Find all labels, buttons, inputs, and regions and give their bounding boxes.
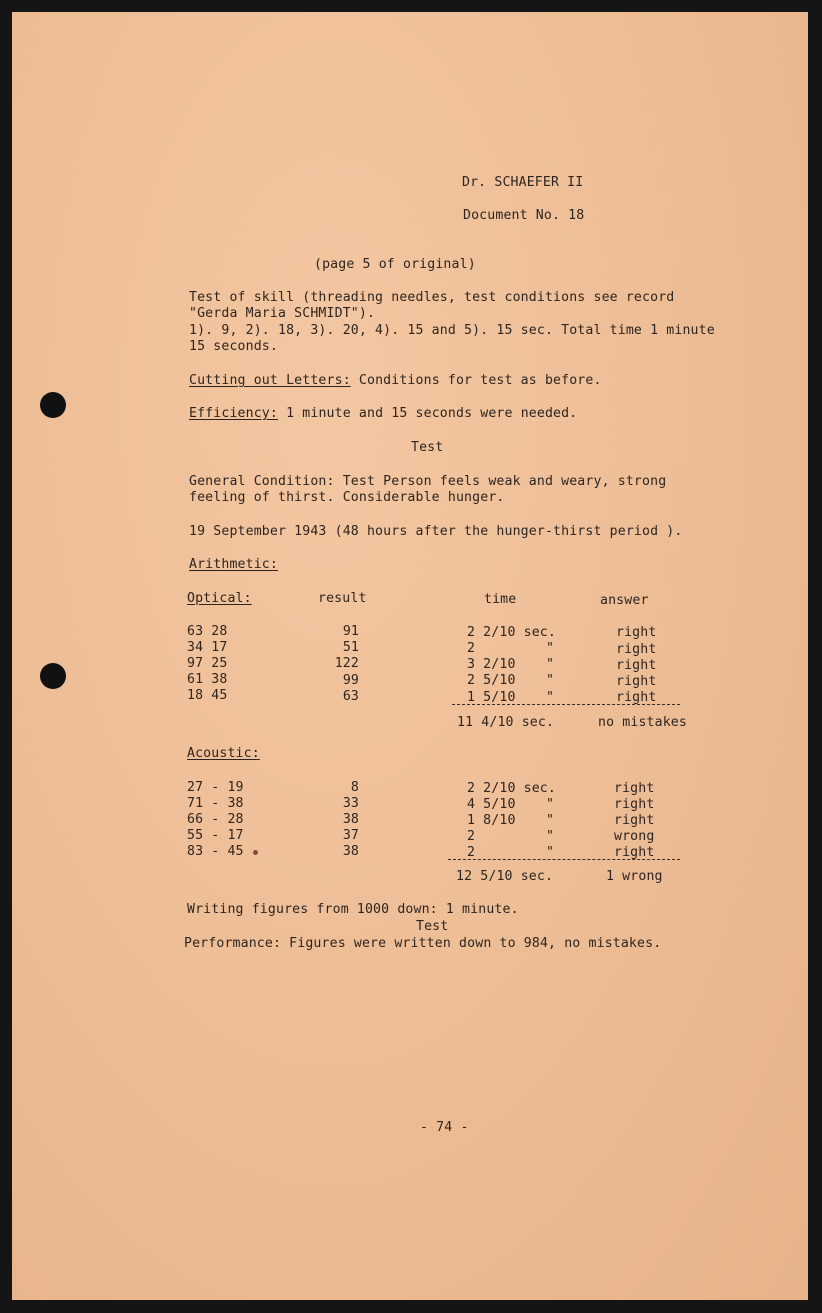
page-number: - 74 - (420, 1120, 469, 1135)
optical-result-3: 122 (334, 656, 359, 671)
test-heading-2: Test (416, 919, 449, 934)
writing-line: Writing figures from 1000 down: 1 minute. (187, 902, 519, 917)
acoustic-answer-4: wrong (614, 829, 655, 844)
optical-problem-2: 34 17 (187, 640, 228, 655)
skill-line-4: 15 seconds. (189, 339, 278, 354)
optical-ditto-4: " (546, 673, 555, 688)
acoustic-answer-1: right (614, 781, 655, 796)
acoustic-total-rule (448, 859, 680, 860)
optical-result-1: 91 (342, 624, 359, 639)
acoustic-ditto-4: " (546, 829, 555, 844)
test-heading-1: Test (411, 440, 444, 455)
efficiency-label: Efficiency: (189, 406, 278, 421)
cutting-label: Cutting out Letters: (189, 373, 351, 388)
page-note: (page 5 of original) (314, 257, 476, 272)
col-time-header: time (484, 592, 517, 607)
arithmetic-label: Arithmetic: (189, 557, 278, 572)
acoustic-time-3: 1 8/10 (467, 813, 516, 828)
acoustic-label: Acoustic: (187, 746, 260, 761)
acoustic-problem-4: 55 - 17 (187, 828, 244, 843)
optical-time-3: 3 2/10 (467, 657, 516, 672)
date-line: 19 September 1943 (48 hours after the hunger-thirst period ). (189, 524, 683, 539)
general-line-1: General Condition: Test Person feels weak and weary, strong (189, 474, 667, 489)
header-author: Dr. SCHAEFER II (462, 175, 584, 190)
optical-total-result: no mistakes (598, 715, 687, 730)
optical-label: Optical: (187, 591, 252, 606)
acoustic-problem-2: 71 - 38 (187, 796, 244, 811)
acoustic-result-5: 38 (342, 844, 359, 859)
cutting-row (189, 373, 602, 389)
optical-answer-4: right (616, 674, 657, 689)
acoustic-time-5: 2 (467, 845, 476, 860)
optical-problem-5: 18 45 (187, 688, 228, 703)
header-document-no: Document No. 18 (463, 208, 585, 223)
skill-line-2: "Gerda Maria SCHMIDT"). (189, 306, 376, 321)
acoustic-ditto-3: " (546, 813, 555, 828)
col-result-header: result (318, 591, 367, 606)
optical-total-time: 11 4/10 sec. (457, 715, 555, 730)
optical-answer-2: right (616, 642, 657, 657)
general-line-2: feeling of thirst. Considerable hunger. (189, 490, 505, 505)
acoustic-ditto-2: " (546, 797, 555, 812)
skill-line-1: Test of skill (threading needles, test conditions see record (189, 290, 675, 305)
acoustic-total-time: 12 5/10 sec. (456, 869, 554, 884)
optical-result-5: 63 (342, 689, 359, 704)
optical-total-rule (452, 704, 680, 705)
optical-ditto-3: " (546, 657, 555, 672)
col-answer-header: answer (600, 593, 649, 608)
acoustic-ditto-5: " (546, 845, 555, 860)
acoustic-problem-5: 83 - 45 (187, 844, 244, 859)
optical-ditto-2: " (546, 641, 555, 656)
acoustic-time-1: 2 2/10 sec. (467, 781, 556, 796)
acoustic-result-1: 8 (350, 780, 359, 795)
document-page (12, 12, 808, 1300)
acoustic-problem-1: 27 - 19 (187, 780, 244, 795)
efficiency-row (189, 406, 577, 422)
optical-answer-5: right (616, 690, 657, 705)
acoustic-result-3: 38 (342, 812, 359, 827)
optical-time-1: 2 2/10 sec. (467, 625, 556, 640)
performance-line: Performance: Figures were written down to 984, no mistakes. (184, 936, 662, 951)
acoustic-answer-5: right (614, 845, 655, 860)
efficiency-text: 1 minute and 15 seconds were needed. (286, 406, 578, 421)
optical-time-5: 1 5/10 (467, 690, 516, 705)
optical-problem-1: 63 28 (187, 624, 228, 639)
skill-line-3: 1). 9, 2). 18, 3). 20, 4). 15 and 5). 15 sec. Total time 1 minute (189, 323, 715, 338)
optical-ditto-5: " (546, 690, 555, 705)
acoustic-time-4: 2 (467, 829, 476, 844)
punch-hole-top (40, 392, 66, 418)
cutting-text: Conditions for test as before. (358, 373, 602, 388)
optical-time-2: 2 (467, 641, 476, 656)
optical-problem-3: 97 25 (187, 656, 228, 671)
optical-result-4: 99 (342, 673, 359, 688)
acoustic-problem-3: 66 - 28 (187, 812, 244, 827)
optical-problem-4: 61 38 (187, 672, 228, 687)
ink-spot (253, 850, 258, 855)
acoustic-answer-3: right (614, 813, 655, 828)
optical-time-4: 2 5/10 (467, 673, 516, 688)
acoustic-total-result: 1 wrong (606, 869, 663, 884)
optical-result-2: 51 (342, 640, 359, 655)
acoustic-result-4: 37 (342, 828, 359, 843)
acoustic-time-2: 4 5/10 (467, 797, 516, 812)
optical-answer-3: right (616, 658, 657, 673)
optical-answer-1: right (616, 625, 657, 640)
acoustic-result-2: 33 (342, 796, 359, 811)
acoustic-answer-2: right (614, 797, 655, 812)
punch-hole-bottom (40, 663, 66, 689)
